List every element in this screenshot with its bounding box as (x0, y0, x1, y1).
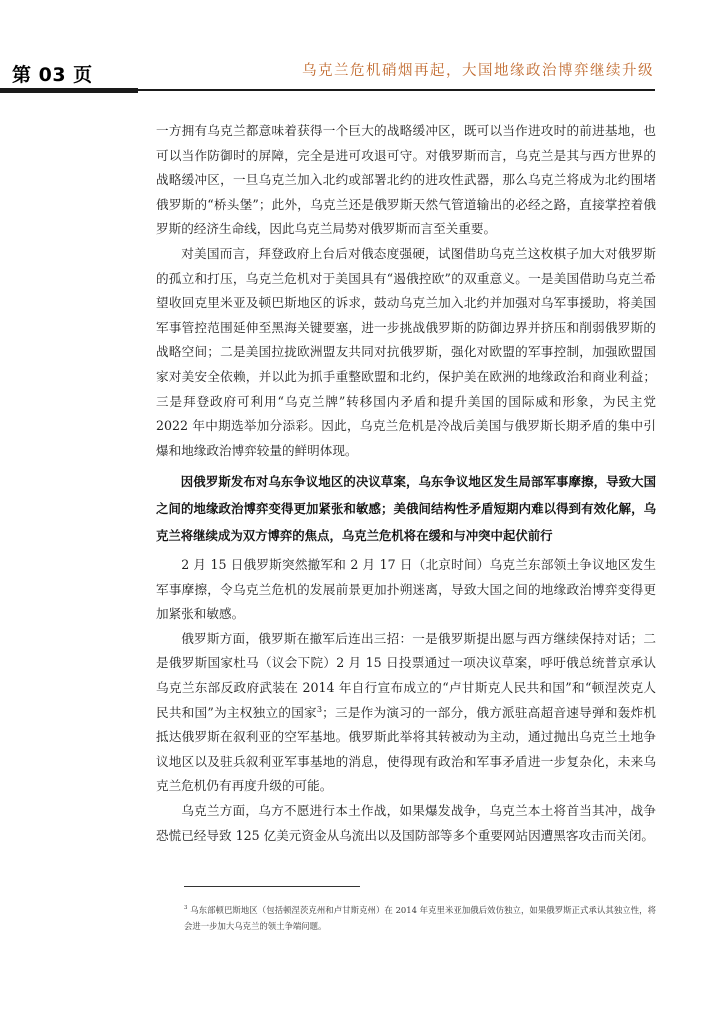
paragraph-5-part-2: ；三是作为演习的一部分，俄方派驻高超音速导弹和轰炸机抵达俄罗斯在叙利亚的空军基地。俄罗斯此举将其转被动为主动，通过抛出乌克兰土地争议地区以及驻兵叙利亚军事基地的消息，使得现有政治和军事矛盾进一步复杂化，未来乌克兰危机仍有再度升级的可能。 (156, 704, 656, 794)
header-rule-thin (138, 89, 655, 91)
footnote (184, 902, 656, 934)
report-title: 乌克兰危机硝烟再起，大国地缘政治博弈继续升级 (302, 63, 654, 79)
page-header (0, 0, 724, 100)
page-number-label: 第 03 页 (12, 64, 93, 86)
footnote-mark: 3 (184, 905, 188, 912)
body-text (156, 119, 656, 848)
paragraph-4: 2 月 15 日俄罗斯突然撤军和 2 月 17 日（北京时间）乌克兰东部领土争议地区发生军事摩擦，令乌克兰危机的发展前景更加扑朔迷离，导致大国之间的地缘政治博弈变得更加紧张和敏感。 (156, 557, 656, 622)
paragraph-1: 一方拥有乌克兰都意味着获得一个巨大的战略缓冲区，既可以当作进攻时的前进基地，也可以当作防御时的屏障，完全是进可攻退可守。对俄罗斯而言，乌克兰是其与西方世界的战略缓冲区，一旦乌克兰加入北约或部署北约的进攻性武器，那么乌克兰将成为北约围堵俄罗斯的“桥头堡”；此外，乌克兰还是俄罗斯天然气管道输出的必经之路，直接掌控着俄罗斯的经济生命线，因此乌克兰局势对俄罗斯而言至关重要。 (156, 123, 656, 237)
paragraph-5-part-1: 俄罗斯方面，俄罗斯在撤军后连出三招：一是俄罗斯提出愿与西方继续保持对话；二是俄罗斯国家杜马（议会下院）2 月 15 日投票通过一项决议草案，呼吁俄总统普京承认乌克兰东部反政府武装在 2014 年自行宣布成立的“卢甘斯克人民共和国”和“顿涅茨克人民共和国”为主权独立的国家 (156, 630, 656, 720)
footnote-reference[interactable]: 3 (316, 703, 323, 714)
footnote-divider (184, 886, 360, 887)
paragraph-2: 对美国而言，拜登政府上台后对俄态度强硬，试图借助乌克兰这枚棋子加大对俄罗斯的孤立和打压，乌克兰危机对于美国具有“遏俄控欧”的双重意义。一是美国借助乌克兰希望收回克里米亚及顿巴斯地区的诉求，鼓动乌克兰加入北约并加强对乌军事援助，将美国军事管控范围延伸至黑海关键要塞，进一步挑战俄罗斯的防御边界并挤压和削弱俄罗斯的战略空间；二是美国拉拢欧洲盟友共同对抗俄罗斯，强化对欧盟的军事控制，加强欧盟国家对美安全依赖，并以此为抓手重整欧盟和北约，保护美在欧洲的地缘政治和商业利益；三是拜登政府可利用“乌克兰牌”转移国内矛盾和提升美国的国际威和形象，为民主党 2022 年中期选举加分添彩。因此，乌克兰危机是冷战后美国与俄罗斯长期矛盾的集中引爆和地缘政治博弈较量的鲜明体现。 (156, 245, 656, 458)
header-rule-thick (0, 88, 138, 93)
section-heading-paragraph: 因俄罗斯发布对乌东争议地区的决议草案，乌东争议地区发生局部军事摩擦，导致大国之间的地缘政治博弈变得更加紧张和敏感；美俄间结构性矛盾短期内难以得到有效化解，乌克兰将继续成为双方博弈的焦点，乌克兰危机将在缓和与冲突中起伏前行 (156, 474, 656, 543)
paragraph-6: 乌克兰方面，乌方不愿进行本土作战，如果爆发战争，乌克兰本土将首当其冲，战争恐慌已经导致 125 亿美元资金从乌流出以及国防部等多个重要网站因遭黑客攻击而关闭。 (156, 803, 656, 843)
paragraph-5 (156, 627, 656, 799)
footnote-text: 乌东部顿巴斯地区（包括顿涅茨克州和卢甘斯克州）在 2014 年克里米亚加俄后效仿独立，如果俄罗斯正式承认其独立性，将会进一步加大乌克兰的领土争端问题。 (184, 905, 656, 931)
